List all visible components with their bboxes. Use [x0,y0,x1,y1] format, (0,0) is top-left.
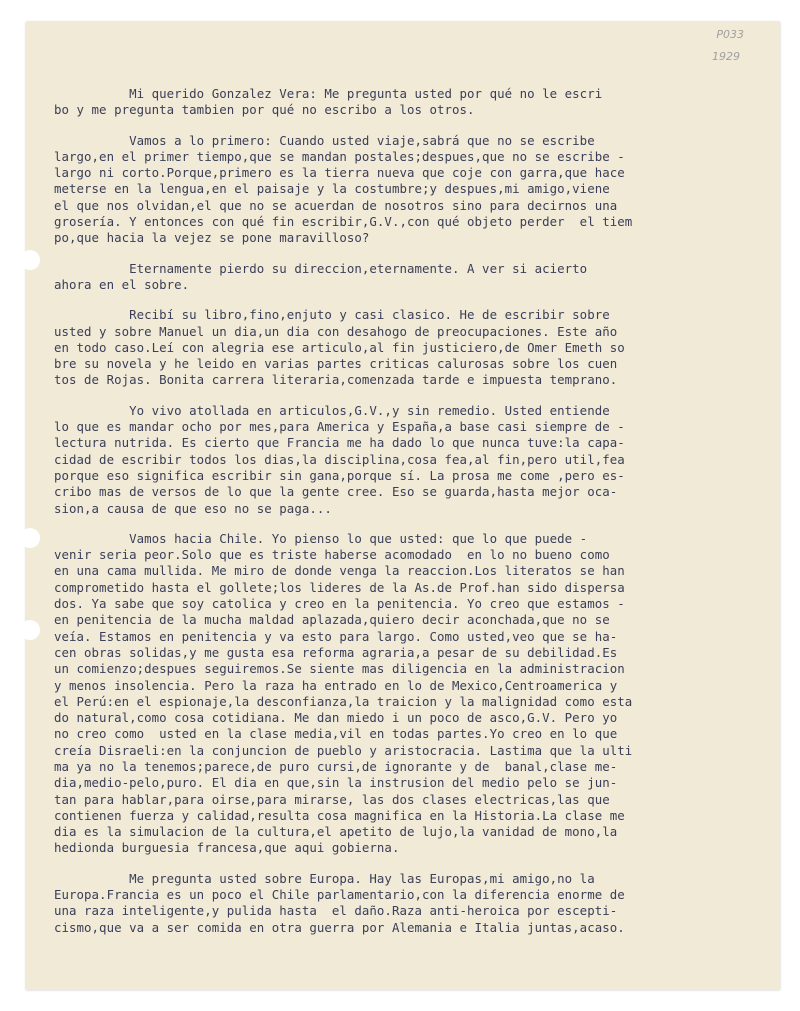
typed-line: Eternamente pierdo su direccion,eternamente. A ver si acierto [54,260,588,276]
typed-line: bo y me pregunta tambien por qué no escribo a los otros. [54,102,475,118]
typed-line: lectura nutrida. Es cierto que Francia me ha dado lo que nunca tuve:la capa- [54,435,625,451]
paragraph-chile [54,531,766,857]
paragraph-gap [54,293,766,307]
archive-mark-year: 1929 [712,50,740,63]
typed-line: Recibí su libro,fino,enjuto y casi clasico. He de escribir sobre [54,307,610,323]
paragraph-direccion [54,261,766,294]
typed-line: cen obras solidas,y me gusta esa reforma agraria,a pesar de su debilidad.Es [54,644,618,660]
paragraph-gap [54,389,766,403]
paragraph-gap [54,119,766,133]
typed-line: un comienzo;despues seguiremos.Se siente mas diligencia en la administracion [54,661,625,677]
typed-line: venir seria peor.Solo que es triste haberse acomodado en lo no bueno como [54,547,610,563]
typed-line: creía Disraeli:en la conjuncion de pueblo y aristocracia. Lastima que la ulti [54,742,633,758]
punch-hole [20,250,40,270]
typed-line: grosería. Y entonces con qué fin escribir,G.V.,con qué objeto perder el tiem [54,214,633,230]
typed-line: en penitencia de la mucha maldad aplazada,quiero decir aconchada,que no se [54,612,610,628]
typed-line: comprometido hasta el gollete;los lideres de la As.de Prof.han sido dispersa [54,579,625,595]
typed-line: hedionda burguesia francesa,que aqui gobierna. [54,840,400,856]
typed-line: ahora en el sobre. [54,276,190,292]
punch-hole [20,528,40,548]
paragraph-libro [54,307,766,388]
typed-line: tos de Rojas. Bonita carrera literaria,comenzada tarde e impuesta temprano. [54,372,618,388]
typed-line: porque eso significa escribir sin gana,porque sí. La prosa me come ,pero es- [54,467,625,483]
punch-hole [20,620,40,640]
letter-body [54,86,766,936]
typed-line: el Perú:en el espionaje,la desconfianza,la traicion y la malignidad como esta [54,693,633,709]
typed-line: ma ya no la tenemos;parece,de puro cursi,de ignorante y de banal,clase me- [54,758,618,774]
paragraph-gap [54,857,766,871]
typed-line: veía. Estamos en penitencia y va esto para largo. Como usted,veo que se ha- [54,628,618,644]
typed-line: Mi querido Gonzalez Vera: Me pregunta usted por qué no le escri [54,86,603,101]
typed-line: lo que es mandar ocho por mes,para America y España,a base casi siempre de - [54,419,625,435]
typed-line: Vamos hacia Chile. Yo pienso lo que usted: que lo que puede - [54,530,588,546]
typed-line: meterse en la lengua,en el paisaje y la costumbre;y despues,mi amigo,viene [54,181,610,197]
salutation [54,86,766,119]
typed-line: cribo mas de versos de lo que la gente cree. Eso se guarda,hasta mejor oca- [54,484,618,500]
typed-line: y menos insolencia. Pero la raza ha entrado en lo de Mexico,Centroamerica y [54,677,618,693]
typed-line: cismo,que va a ser comida en otra guerra por Alemania e Italia juntas,acaso. [54,919,625,935]
typed-line: usted y sobre Manuel un dia,un dia con desahogo de preocupaciones. Este año [54,323,618,339]
paragraph-gap [54,247,766,261]
typed-line: una raza inteligente,y pulida hasta el daño.Raza anti-heroica por escepti- [54,903,618,919]
typed-line: po,que hacia la vejez se pone maravilloso? [54,230,370,246]
typed-line: tan para hablar,para oirse,para mirarse, las dos clases electricas,las que [54,791,610,807]
typed-line: largo,en el primer tiempo,que se mandan postales;despues,que no se escribe - [54,148,625,164]
typed-line: Yo vivo atollada en articulos,G.V.,y sin remedio. Usted entiende [54,402,610,418]
paragraph-primero [54,133,766,247]
typed-line: largo ni corto.Porque,primero es la tierra nueva que coje con garra,que hace [54,165,625,181]
typed-line: do natural,como cosa cotidiana. Me dan miedo i un poco de asco,G.V. Pero yo [54,710,618,726]
typed-line: contienen fuerza y calidad,resulta cosa magnifica en la Historia.La clase me [54,807,625,823]
archive-mark-code: P033 [716,28,744,41]
typed-line: dos. Ya sabe que soy catolica y creo en la penitencia. Yo creo que estamos - [54,596,625,612]
typed-line: en una cama mullida. Me miro de donde venga la reaccion.Los literatos se han [54,563,625,579]
typed-line: dia es la simulacion de la cultura,el apetito de lujo,la vanidad de mono,la [54,824,618,840]
typed-line: Europa.Francia es un poco el Chile parlamentario,con la diferencia enorme de [54,887,625,903]
typed-line: sion,a causa de que eso no se paga... [54,500,332,516]
typed-line: bre su novela y he leido en varias partes criticas calurosas sobre los cuen [54,356,618,372]
typed-line: cidad de escribir todos los dias,la disciplina,cosa fea,al fin,pero util,fea [54,451,625,467]
typed-line: no creo como usted en la clase media,vil en todas partes.Yo creo en lo que [54,726,618,742]
typed-line: Vamos a lo primero: Cuando usted viaje,sabrá que no se escribe [54,132,595,148]
typed-line: en todo caso.Leí con alegria ese articulo,al fin justiciero,de Omer Emeth so [54,339,625,355]
paragraph-articulos [54,403,766,517]
typed-line: el que nos olvidan,el que no se acuerdan de nosotros sino para decirnos una [54,197,618,213]
paragraph-gap [54,517,766,531]
typed-line: Me pregunta usted sobre Europa. Hay las Europas,mi amigo,no la [54,870,595,886]
paragraph-europa [54,871,766,936]
letter-sheet [26,22,780,990]
typed-line: dia,medio-pelo,puro. El dia en que,sin la instrusion del medio pelo se jun- [54,775,618,791]
